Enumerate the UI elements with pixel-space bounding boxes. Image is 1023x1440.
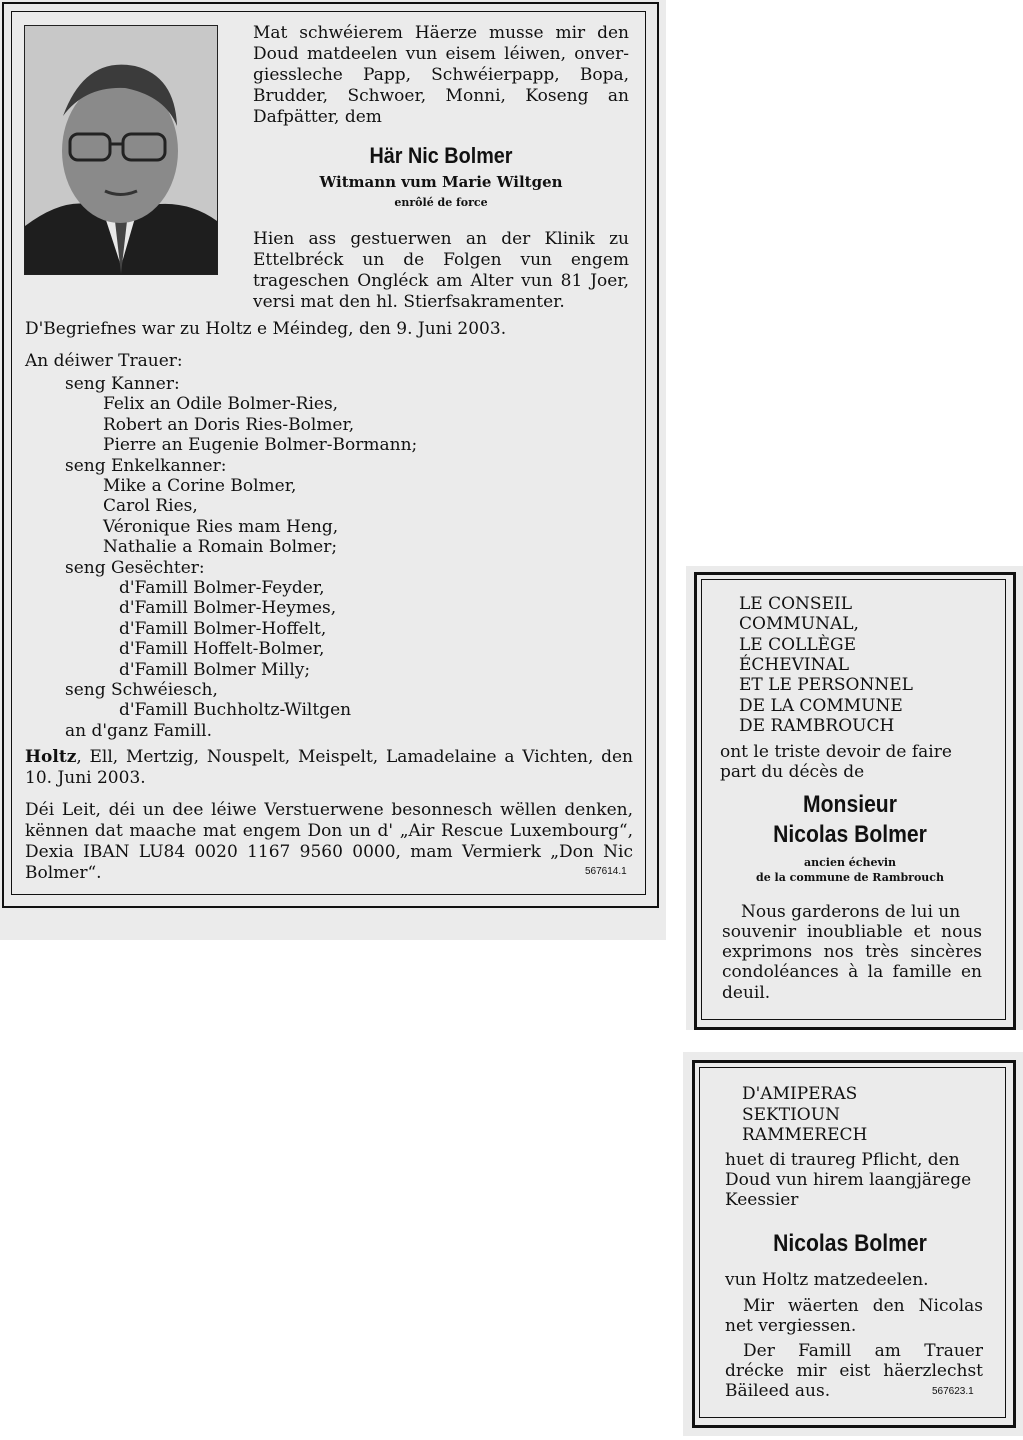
- commune-closing: souvenir inoubliable et nous: [722, 922, 982, 942]
- intro-line: Brudder, Schwoer, Monni, Koseng an: [253, 86, 629, 106]
- mourner-line: d'Famill Bolmer Milly;: [119, 659, 311, 680]
- amiperas-closing: Der Famill am Trauer: [743, 1341, 983, 1361]
- header-line: COMMUNAL,: [739, 614, 859, 635]
- donation-line: Dexia IBAN LU84 0020 1167 9560 0000, mam Vermierk „Don Nic: [25, 842, 633, 862]
- places-date: 10. Juni 2003.: [25, 768, 146, 788]
- amiperas-closing: net vergiessen.: [725, 1316, 857, 1336]
- header-line: ÉCHEVINAL: [739, 654, 850, 675]
- mourner-line: seng Enkelkanner:: [65, 455, 227, 476]
- amiperas-name: Nicolas Bolmer: [773, 1230, 927, 1257]
- commune-role: ancien échevin: [803, 856, 897, 869]
- header-line: SEKTIOUN: [742, 1104, 840, 1125]
- amiperas-text-line: Doud vun hirem laangjärege: [725, 1170, 972, 1190]
- death-line: Ettelbréck un de Folgen vun engem: [253, 250, 629, 270]
- mourner-line: Nathalie a Romain Bolmer;: [103, 537, 338, 558]
- header-line: LE COLLÈGE: [739, 634, 857, 655]
- header-line: ET LE PERSONNEL: [739, 675, 913, 696]
- portrait-figure: [25, 26, 217, 274]
- commune-closing: exprimons nos très sincères: [722, 942, 982, 962]
- amiperas-text-line: Keessier: [725, 1190, 799, 1210]
- mourner-line: Pierre an Eugenie Bolmer-Bormann;: [103, 435, 418, 456]
- amiperas-closing: Mir wäerten den Nicolas: [743, 1296, 983, 1316]
- places-rest: , Ell, Mertzig, Nouspelt, Meispelt, Lamadelaine a Vichten, den: [76, 747, 633, 767]
- mourner-line: Véronique Ries mam Heng,: [103, 516, 339, 537]
- mourner-line: seng Schwéiesch,: [65, 680, 218, 700]
- mourner-line: an d'ganz Famill.: [65, 720, 212, 741]
- mourner-line: Carol Ries,: [103, 496, 198, 517]
- mourner-line: Mike a Corine Bolmer,: [103, 476, 297, 496]
- widower-of: Witmann vum Marie Wiltgen: [319, 173, 563, 191]
- commune-name-title: Monsieur: [803, 791, 897, 818]
- commune-role-line2: de la commune de Rambrouch: [756, 871, 944, 884]
- mourner-line: d'Famill Bolmer-Feyder,: [119, 578, 325, 598]
- mourner-line: d'Famill Hoffelt-Bolmer,: [119, 639, 325, 660]
- places-line: [25, 747, 633, 768]
- amiperas-closing: drécke mir eist häerzlechst: [725, 1361, 983, 1381]
- death-line: Hien ass gestuerwen an der Klinik zu: [253, 229, 629, 249]
- mourner-line: Robert an Doris Ries-Bolmer,: [103, 414, 355, 435]
- death-line: versi mat den hl. Stierfsakramenter.: [253, 292, 565, 312]
- commune-text-line: part du décès de: [720, 762, 865, 782]
- reference-number: 567614.1: [585, 866, 627, 877]
- header-line: DE RAMBROUCH: [739, 715, 895, 736]
- death-line: trageschen Ongléck am Alter vun 81 Joer,: [253, 271, 629, 291]
- intro-line: giessleche Papp, Schwéierpapp, Bopa,: [253, 65, 629, 85]
- header-line: RAMMERECH: [742, 1125, 868, 1145]
- mourner-line: Felix an Odile Bolmer-Ries,: [103, 394, 339, 415]
- commune-closing: deuil.: [722, 983, 771, 1003]
- header-line: DE LA COMMUNE: [739, 695, 903, 716]
- commune-closing: Nous garderons de lui un: [741, 902, 961, 922]
- mourner-line: seng Gesëchter:: [65, 557, 205, 578]
- donation-line: Déi Leit, déi un dee léiwe Verstuerwene besonnesch wëllen denken,: [25, 800, 633, 820]
- burial-info: D'Begriefnes war zu Holtz e Méindeg, den 9. Juni 2003.: [25, 319, 507, 339]
- intro-line: Doud matdeelen vun eisem léiwen, onver-: [253, 44, 629, 64]
- amiperas-text-line: huet di traureg Pflicht, den: [725, 1150, 960, 1170]
- mourner-line: d'Famill Buchholtz-Wiltgen: [119, 700, 352, 721]
- mourner-line: seng Kanner:: [65, 374, 180, 394]
- donation-line: Bolmer“.: [25, 863, 102, 883]
- deceased-name: Här Nic Bolmer: [369, 143, 513, 168]
- commune-name: Nicolas Bolmer: [773, 821, 927, 848]
- commune-closing: condoléances à la famille en: [722, 962, 982, 982]
- intro-line: Dafpätter, dem: [253, 107, 382, 127]
- mourner-line: d'Famill Bolmer-Heymes,: [119, 598, 337, 619]
- mourning-intro: An déiwer Trauer:: [25, 351, 183, 371]
- header-line: LE CONSEIL: [739, 594, 852, 614]
- amiperas-after-name: vun Holtz matzedeelen.: [725, 1270, 929, 1290]
- intro-line: Mat schwéierem Häerze musse mir den: [253, 23, 629, 43]
- places-bold: Holtz: [25, 747, 77, 767]
- amiperas-reference: 567623.1: [932, 1386, 974, 1397]
- commune-text-line: ont le triste devoir de faire: [720, 742, 952, 762]
- forced-conscript-note: enrôlé de force: [394, 196, 488, 209]
- amiperas-closing: Bäileed aus.: [725, 1381, 831, 1401]
- donation-line: kënnen dat maache mat engem Don un d' „Air Rescue Luxembourg“,: [25, 821, 633, 841]
- mourner-line: d'Famill Bolmer-Hoffelt,: [119, 618, 327, 639]
- portrait-photo: [24, 25, 218, 275]
- header-line: D'AMIPERAS: [742, 1084, 858, 1104]
